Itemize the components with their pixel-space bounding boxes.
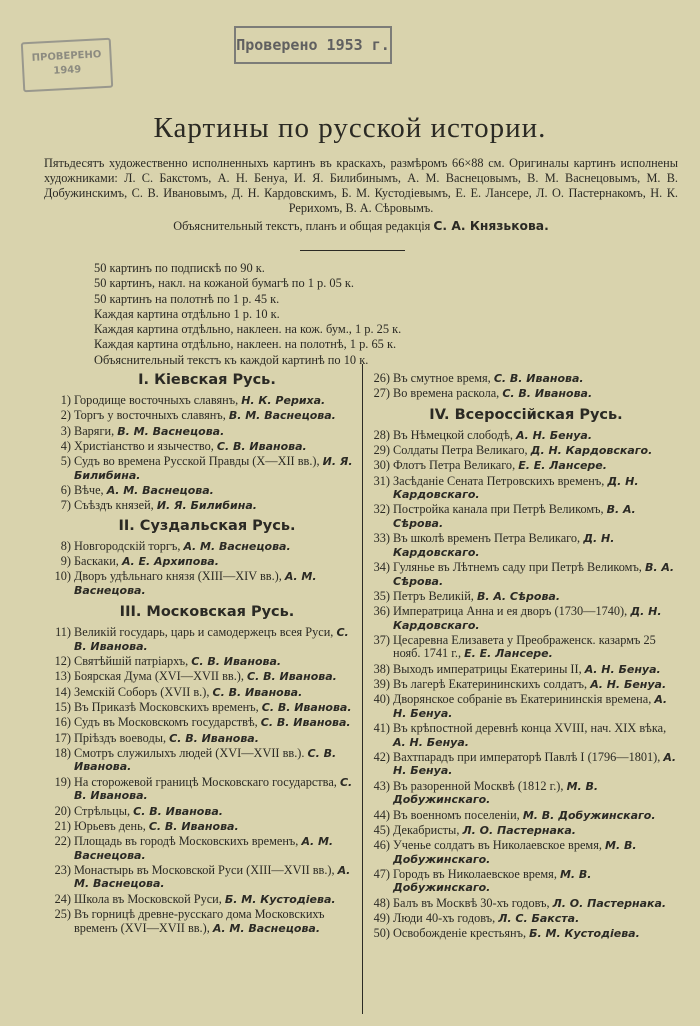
item-title: Въ горницѣ древне-русскаго дома Московскихъ временъ (XVI—XVII вв.), xyxy=(74,907,325,935)
item-number: 30) xyxy=(373,458,390,473)
item-number: 11) xyxy=(55,625,71,640)
item-title: Люди 40-хъ годовъ, xyxy=(393,911,496,926)
item-number: 7) xyxy=(60,498,71,513)
item-number: 29) xyxy=(373,443,390,458)
item-number: 15) xyxy=(54,700,71,715)
item-title: Въ разоренной Москвѣ (1812 г.), xyxy=(393,778,564,793)
item-title: Торгъ у восточныхъ славянъ, xyxy=(74,408,226,423)
item-number: 40) xyxy=(373,692,390,707)
price-line: Каждая картина отдѣльно 1 р. 10 к. xyxy=(94,306,280,321)
item-number: 46) xyxy=(373,838,390,853)
item-number: 49) xyxy=(373,911,390,926)
item-number: 5) xyxy=(60,454,71,469)
item-title: Школа въ Московской Руси, xyxy=(74,891,222,906)
item-artist: М. В. Добужинскаго. xyxy=(393,839,637,866)
item-artist: С. В. Иванова. xyxy=(191,655,282,669)
item-title: Декабристы, xyxy=(393,822,460,837)
list-item xyxy=(371,387,681,401)
list-item xyxy=(371,429,681,443)
item-number: 14) xyxy=(54,684,71,699)
item-title: Смотръ служилыхъ людей (XVI—XVII вв.). xyxy=(74,745,305,760)
item-title: Императрица Анна и ея дворъ (1730—1740), xyxy=(393,604,628,619)
item-title: Гулянье въ Лѣтнемъ саду при Петрѣ Великомъ, xyxy=(393,560,642,575)
item-title: Судъ во времена Русской Правды (X—XII вв.), xyxy=(74,454,320,469)
intro-description: Пятьдесятъ художественно исполненныхъ картинъ въ краскахъ, размѣромъ 66×88 см. Оригиналы картинъ исполнены художниками: Л. С. Бакстомъ, А. Н. Бенуа, И. Я. Билибинымъ, А. М. Васнецовымъ, В. М. Васнецовымъ, М. В. Добужинскимъ, С. В. Ивановымъ, Д. Н. Кардовскимъ, Б. М. Кустодіевымъ, Е. Е. Лансере, Л. О. Пастернакомъ, Н. К. Рерихомъ, В. А. Сѣровымъ. xyxy=(44,156,678,215)
item-artist: А. М. Васнецова. xyxy=(212,921,321,935)
item-artist: А. Н. Бенуа. xyxy=(393,693,668,720)
item-number: 36) xyxy=(373,604,390,619)
item-artist: А. М. Васнецова. xyxy=(74,835,334,862)
item-number: 1) xyxy=(60,393,71,407)
item-title: Въ лагерѣ Екатерининскихъ солдатъ, xyxy=(393,677,588,692)
item-title: Петръ Великій, xyxy=(393,588,474,603)
item-number: 31) xyxy=(373,473,390,488)
item-title: Вахтпарадъ при императорѣ Павлѣ I (1796—1801), xyxy=(393,749,661,764)
list-item xyxy=(52,555,362,569)
list-item xyxy=(52,570,362,597)
item-title: Ученье солдатъ въ Николаевское время, xyxy=(393,838,602,853)
item-number: 22) xyxy=(54,834,71,849)
list-item xyxy=(52,455,362,482)
price-line: Объяснительный текстъ къ каждой картинѣ по 10 к. xyxy=(94,352,369,367)
list-item xyxy=(52,805,362,819)
item-number: 21) xyxy=(54,818,71,833)
item-title: Вѣче, xyxy=(74,482,104,497)
item-number: 41) xyxy=(373,721,390,736)
item-artist: А. Н. Бенуа. xyxy=(393,735,469,749)
section-heading-suzdal: II. Суздальская Русь. xyxy=(118,517,296,534)
list-item xyxy=(371,693,681,720)
item-artist: С. В. Иванова. xyxy=(247,670,337,684)
list-item xyxy=(52,440,362,454)
item-artist: В. М. Васнецова. xyxy=(228,409,336,423)
item-number: 17) xyxy=(54,730,71,745)
item-artist: Д. Н. Кардовскаго. xyxy=(393,605,662,632)
item-title: Дворъ удѣльнаго князя (XIII—XIV вв.), xyxy=(74,569,282,584)
item-title: На сторожевой границѣ Московскаго государства, xyxy=(74,774,337,789)
item-artist: С. В. Иванова. xyxy=(133,804,223,818)
item-artist: М. В. Добужинскаго. xyxy=(393,867,592,895)
item-title: Христіанство и язычество, xyxy=(74,438,214,453)
item-number: 44) xyxy=(373,807,390,822)
item-artist: С. В. Иванова. xyxy=(502,387,593,401)
item-number: 37) xyxy=(373,632,390,647)
item-number: 27) xyxy=(373,386,390,401)
item-title: Монастырь въ Московской Руси (XIII—XVII вв.), xyxy=(74,862,335,877)
list-item xyxy=(52,732,362,746)
item-artist: С. В. Иванова. xyxy=(493,372,584,385)
item-number: 4) xyxy=(60,438,71,453)
item-number: 26) xyxy=(373,371,390,385)
item-number: 20) xyxy=(54,803,71,818)
item-number: 25) xyxy=(54,907,71,922)
item-artist: А. М. Васнецова. xyxy=(74,570,317,597)
list-item xyxy=(371,809,681,823)
list-item xyxy=(52,747,362,774)
item-number: 13) xyxy=(54,669,71,684)
list-item xyxy=(371,780,681,807)
list-item xyxy=(52,394,362,408)
item-artist: А. Н. Бенуа. xyxy=(393,750,677,778)
list-item xyxy=(52,670,362,684)
item-artist: С. В. Иванова. xyxy=(74,626,349,653)
item-artist: И. Я. Билибина. xyxy=(74,455,353,482)
item-artist: М. В. Добужинскаго. xyxy=(393,779,599,807)
item-artist: А. М. Васнецова. xyxy=(106,483,214,497)
list-item xyxy=(52,655,362,669)
list-item xyxy=(52,820,362,834)
item-artist: А. Е. Архипова. xyxy=(121,555,219,569)
moscow-list-continued xyxy=(371,372,681,401)
item-artist: А. М. Васнецова. xyxy=(183,539,291,553)
price-list xyxy=(94,261,614,368)
item-number: 43) xyxy=(373,778,390,793)
item-title: Солдаты Петра Великаго, xyxy=(393,443,528,458)
item-title: Судъ въ Московскомъ государствѣ, xyxy=(74,715,258,730)
item-artist: А. Н. Бенуа. xyxy=(516,428,592,442)
page-title: Картины по русской истории. xyxy=(153,112,547,144)
list-item xyxy=(52,893,362,907)
list-item xyxy=(371,561,681,588)
item-title: Въ военномъ поселеніи, xyxy=(393,807,520,822)
item-title: Въ смутное время, xyxy=(393,371,491,385)
item-artist: М. В. Добужинскаго. xyxy=(522,808,656,822)
right-column xyxy=(371,372,681,943)
allrussia-list xyxy=(371,429,681,941)
item-title: Въ Нѣмецкой слободѣ, xyxy=(393,427,513,442)
item-title: Засѣданіе Сената Петровскихъ временъ, xyxy=(393,473,605,488)
item-number: 48) xyxy=(373,895,390,910)
item-title: Въ школѣ временъ Петра Великаго, xyxy=(393,531,581,546)
item-title: Цесаревна Елизавета у Преображенск. казармъ 25 нояб. 1741 г., xyxy=(393,632,656,661)
list-item xyxy=(52,864,362,891)
item-number: 39) xyxy=(373,677,390,692)
list-item xyxy=(371,897,681,911)
list-item xyxy=(52,908,362,935)
list-item xyxy=(371,678,681,692)
section-heading-kiev: I. Кіевская Русь. xyxy=(138,372,276,388)
item-artist: Е. Е. Лансере. xyxy=(518,459,607,473)
item-artist: Л. О. Пастернака. xyxy=(462,823,576,837)
item-title: Великій государь, царь и самодержецъ всея Руси, xyxy=(74,625,334,640)
item-title: Въ Приказѣ Московскихъ временъ, xyxy=(74,700,259,715)
item-title: Боярская Дума (XVI—XVII вв.), xyxy=(74,669,244,684)
item-title: Варяги, xyxy=(74,423,115,438)
list-item xyxy=(52,626,362,653)
item-title: Новгородскій торгъ, xyxy=(74,538,181,553)
item-artist: Д. Н. Кардовскаго. xyxy=(393,474,639,502)
item-number: 16) xyxy=(54,715,71,730)
item-artist: В. М. Васнецова. xyxy=(117,424,225,438)
list-item xyxy=(371,824,681,838)
item-title: Юрьевъ день, xyxy=(74,818,146,833)
item-number: 12) xyxy=(54,654,71,669)
item-artist: Н. К. Рериха. xyxy=(241,394,326,407)
list-item xyxy=(371,912,681,926)
item-title: Флотъ Петра Великаго, xyxy=(393,458,516,473)
item-artist: В. А. Сѣрова. xyxy=(393,561,675,588)
left-column xyxy=(52,372,362,937)
item-title: Площадь въ городѣ Московскихъ временъ, xyxy=(74,834,299,849)
item-number: 35) xyxy=(373,588,390,603)
list-item xyxy=(52,484,362,498)
section-heading-allrussia: IV. Всероссійская Русь. xyxy=(429,406,623,423)
item-artist: С. В. Иванова. xyxy=(261,701,352,715)
item-number: 28) xyxy=(373,427,390,442)
item-number: 9) xyxy=(60,554,71,569)
list-item xyxy=(52,776,362,803)
list-item xyxy=(371,503,681,530)
item-artist: С. В. Иванова. xyxy=(148,819,239,833)
list-item xyxy=(371,663,681,677)
list-item xyxy=(371,590,681,604)
kiev-list xyxy=(52,394,362,513)
list-item xyxy=(52,499,362,513)
item-title: Баскаки, xyxy=(74,554,119,569)
price-line: Каждая картина отдѣльно, наклеен. на полотнѣ, 1 р. 65 к. xyxy=(94,337,397,352)
list-item xyxy=(371,634,681,661)
item-number: 24) xyxy=(54,891,71,906)
item-number: 3) xyxy=(60,423,71,438)
item-title: Дворянское собраніе въ Екатерининскія времена, xyxy=(393,692,652,707)
editor-line xyxy=(44,219,678,234)
item-number: 19) xyxy=(54,774,71,789)
list-item xyxy=(52,686,362,700)
list-item xyxy=(371,459,681,473)
item-artist: С. В. Иванова. xyxy=(74,775,353,803)
list-item xyxy=(371,751,681,778)
archive-stamp-left xyxy=(21,38,113,93)
suzdal-list xyxy=(52,540,362,598)
item-title: Выходъ императрицы Екатерины II, xyxy=(393,661,582,676)
price-line: 50 картинъ, накл. на кожаной бумагѣ по 1 р. 05 к. xyxy=(94,276,355,291)
editor-name: С. А. Князькова. xyxy=(433,219,549,233)
item-number: 2) xyxy=(60,408,71,423)
item-title: Въ крѣпостной деревнѣ конца XVIII, нач. XIX вѣка, xyxy=(393,721,667,736)
item-artist: С. В. Иванова. xyxy=(74,746,337,774)
list-item xyxy=(371,444,681,458)
item-number: 45) xyxy=(373,822,390,837)
moscow-list xyxy=(52,626,362,935)
divider-rule xyxy=(300,250,405,251)
list-item xyxy=(371,605,681,632)
list-item xyxy=(371,927,681,941)
item-artist: С. В. Иванова. xyxy=(260,716,351,730)
item-number: 18) xyxy=(54,745,71,760)
list-item xyxy=(52,835,362,862)
item-title: Пріѣздъ воеводы, xyxy=(74,730,167,745)
item-title: Городъ въ Николаевское время, xyxy=(393,866,557,881)
item-number: 47) xyxy=(373,866,390,881)
list-item xyxy=(52,425,362,439)
item-number: 8) xyxy=(60,538,71,553)
price-line: 50 картинъ на полотнѣ по 1 р. 45 к. xyxy=(94,291,280,306)
item-artist: В. А. Сѣрова. xyxy=(393,503,636,530)
item-artist: С. В. Иванова. xyxy=(169,731,259,745)
item-number: 6) xyxy=(60,482,71,497)
item-title: Городище восточныхъ славянъ, xyxy=(74,393,239,407)
item-artist: И. Я. Билибина. xyxy=(156,499,257,513)
list-item xyxy=(371,372,681,386)
editor-prefix: Объяснительный текстъ, планъ и общая редакція xyxy=(173,219,431,233)
item-number: 34) xyxy=(373,560,390,575)
item-artist: Д. Н. Кардовскаго. xyxy=(530,444,653,458)
item-title: Балъ въ Москвѣ 30-хъ годовъ, xyxy=(393,895,550,910)
intro-block xyxy=(44,156,678,234)
list-item xyxy=(371,722,681,749)
item-title: Освобожденіе крестьянъ, xyxy=(393,926,527,941)
list-item xyxy=(52,540,362,554)
item-artist: А. М. Васнецова. xyxy=(74,863,351,891)
list-item xyxy=(371,839,681,866)
item-artist: Л. С. Бакста. xyxy=(498,912,580,926)
list-item xyxy=(371,868,681,895)
item-artist: Б. М. Кустодіева. xyxy=(529,927,640,941)
item-number: 42) xyxy=(373,749,390,764)
item-artist: Д. Н. Кардовскаго. xyxy=(393,532,615,559)
verified-stamp xyxy=(234,26,392,64)
item-artist: Е. Е. Лансере. xyxy=(464,647,553,661)
section-heading-moscow: III. Московская Русь. xyxy=(119,604,295,621)
item-number: 38) xyxy=(373,661,390,676)
item-artist: А. Н. Бенуа. xyxy=(584,662,661,676)
price-line: Каждая картина отдѣльно, наклеен. на кож. бум., 1 р. 25 к. xyxy=(94,322,402,337)
item-number: 23) xyxy=(54,862,71,877)
item-number: 33) xyxy=(373,531,390,546)
list-item xyxy=(52,716,362,730)
item-title: Во времена раскола, xyxy=(393,386,500,401)
item-title: Съѣздъ князей, xyxy=(74,498,154,513)
item-artist: С. В. Иванова. xyxy=(212,685,303,699)
item-title: Земскій Соборъ (XVII в.), xyxy=(74,684,210,699)
verified-stamp-text: Проверено 1953 г. xyxy=(236,36,390,54)
item-title: Стрѣльцы, xyxy=(74,803,131,818)
item-artist: Б. М. Кустодіева. xyxy=(224,892,336,906)
stamp-left-text: ПРОВЕРЕНО 1949 xyxy=(31,49,102,77)
list-item xyxy=(52,409,362,423)
item-number: 32) xyxy=(373,502,390,517)
list-item xyxy=(371,532,681,559)
item-artist: Л. О. Пастернака. xyxy=(552,896,667,910)
item-title: Постройка канала при Петрѣ Великомъ, xyxy=(393,502,604,517)
price-line: 50 картинъ по подпискѣ по 90 к. xyxy=(94,261,265,275)
item-number: 50) xyxy=(373,926,390,941)
item-artist: В. А. Сѣрова. xyxy=(476,589,561,603)
item-number: 10) xyxy=(54,569,71,584)
item-artist: С. В. Иванова. xyxy=(216,439,307,453)
column-divider xyxy=(362,364,363,1014)
item-title: Святѣйшій патріархъ, xyxy=(74,654,189,669)
list-item xyxy=(371,475,681,502)
list-item xyxy=(52,701,362,715)
item-artist: А. Н. Бенуа. xyxy=(590,678,667,692)
